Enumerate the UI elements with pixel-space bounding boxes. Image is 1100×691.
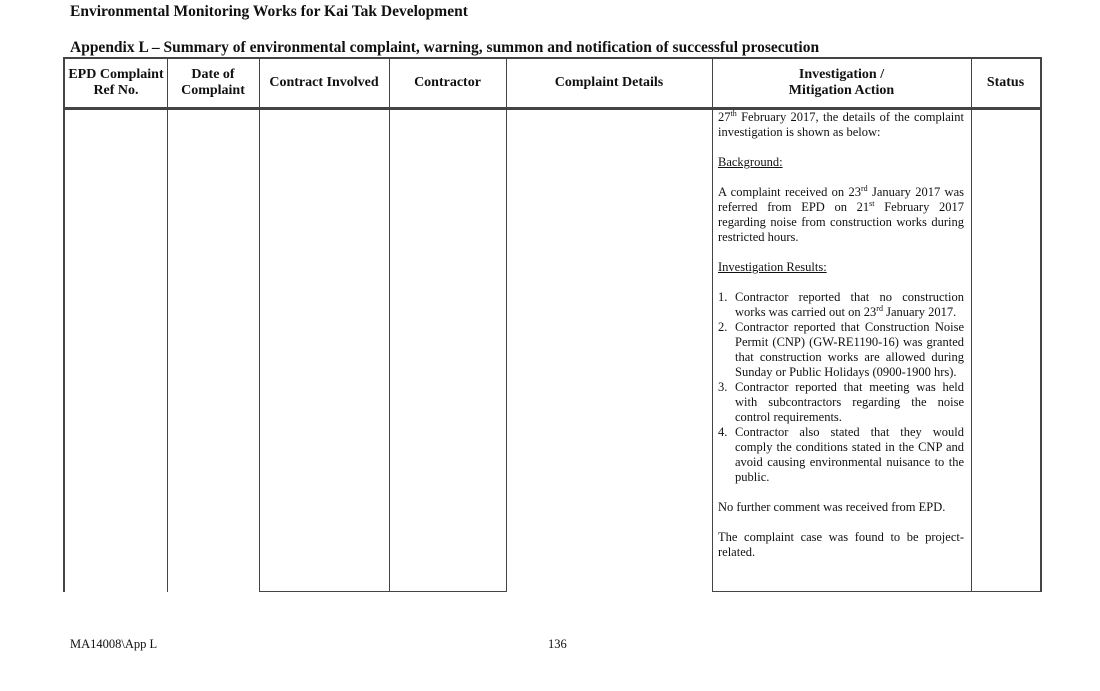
column-header-label: Date of Complaint xyxy=(181,67,245,98)
column-header-label: Complaint Details xyxy=(554,75,664,90)
column-divider xyxy=(971,57,972,592)
column-divider xyxy=(712,57,713,592)
column-divider xyxy=(167,57,168,592)
list-item: 2. Contractor reported that Construction Noise Permit (CNP) (GW-RE1190-16) was granted that construction works are allowed during Sunday or Public Holidays (0900-1900 hrs). xyxy=(718,320,964,379)
table-bottom-border xyxy=(712,591,1042,592)
column-divider xyxy=(389,57,390,592)
column-header-label: Investigation / Mitigation Action xyxy=(788,67,895,98)
list-item: 4. Contractor also stated that they would comply the conditions stated in the CNP and avoid causing environmental nuisance to the public. xyxy=(718,425,964,484)
background-heading: Background: xyxy=(718,155,783,169)
results-heading: Investigation Results: xyxy=(718,260,827,274)
list-item: 1. Contractor reported that no construction works was carried out on 23rd January 2017. xyxy=(718,290,964,319)
investigation-intro: 27th February 2017, the details of the complaint investigation is shown as below: xyxy=(718,108,964,139)
column-divider xyxy=(259,57,260,592)
column-divider xyxy=(506,57,507,592)
column-header-label: Status xyxy=(986,75,1025,90)
list-item: 3. Contractor reported that meeting was held with subcontractors regarding the noise control requirements. xyxy=(718,380,964,424)
no-comment-text: No further comment was received from EPD. xyxy=(718,500,946,514)
document-title: Environmental Monitoring Works for Kai Tak Development xyxy=(70,3,468,20)
appendix-title: Appendix L – Summary of environmental complaint, warning, summon and notification of successful prosecution xyxy=(70,39,820,56)
page-number: 136 xyxy=(548,637,567,651)
table-border-right xyxy=(1040,57,1042,592)
results-list xyxy=(718,290,964,485)
column-header-investigation xyxy=(712,57,971,109)
footer-reference: MA14008\App L xyxy=(70,637,158,651)
column-header-contract xyxy=(259,57,389,109)
column-header-label: EPD Complaint Ref No. xyxy=(68,67,164,98)
column-header-label: Contract Involved xyxy=(269,75,379,90)
conclusion-text: The complaint case was found to be project-related. xyxy=(718,530,964,559)
table-border-left xyxy=(63,57,65,592)
column-header-status xyxy=(971,57,1040,109)
column-header-label: Contractor xyxy=(414,75,481,90)
column-header-epd-ref xyxy=(65,57,167,109)
column-header-contractor xyxy=(389,57,506,109)
column-header-complaint-details xyxy=(506,57,712,109)
column-header-date xyxy=(167,57,259,109)
background-text: A complaint received on 23rd January 2017 was referred from EPD on 21st February 2017 regarding noise from construction works during restricted hours. xyxy=(718,183,964,244)
investigation-cell xyxy=(718,110,964,560)
table-bottom-border xyxy=(259,591,506,592)
